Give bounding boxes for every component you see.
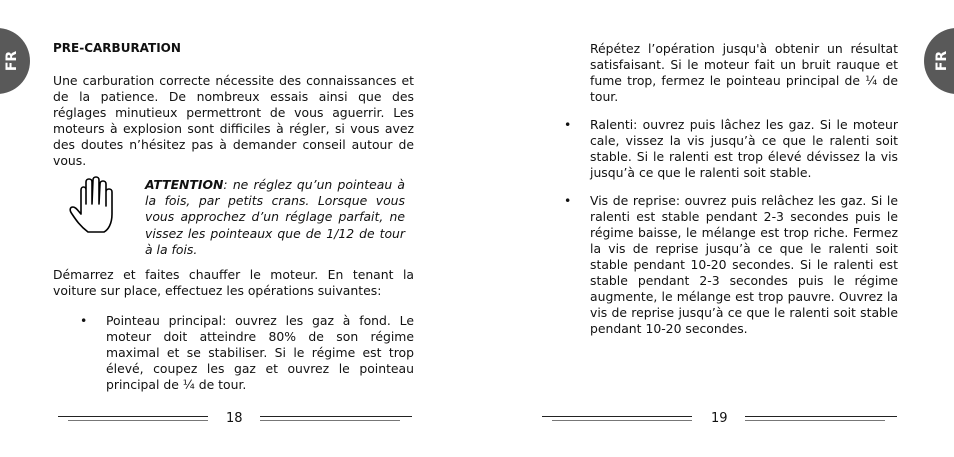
page-number: 18	[226, 411, 243, 426]
language-tab-right	[924, 28, 954, 94]
page-number: 19	[711, 411, 728, 426]
continuation-paragraph: Répétez l’opération jusqu'à obtenir un résultat satisfaisant. Si le moteur fait un bruit rauque et fume trop, fermez le pointeau principal de ¼ de tour.	[590, 41, 898, 104]
language-tab-label: FR	[4, 50, 21, 72]
footer-rule	[260, 416, 412, 417]
bullet-marker: •	[80, 313, 88, 328]
footer-rule	[260, 420, 400, 421]
footer-rule	[552, 420, 692, 421]
warning-note	[145, 177, 405, 258]
footer-rule	[58, 416, 208, 417]
footer-rule	[745, 416, 897, 417]
warning-text: : ne réglez qu’un pointeau à la fois, par petits crans. Lorsque vous vous approchez d’un réglage parfait, ne vissez les pointeaux que de 1/12 de tour à la fois.	[145, 177, 405, 257]
footer-rule	[68, 420, 208, 421]
bullet-main-needle: Pointeau principal: ouvrez les gaz à fond. Le moteur doit atteindre 80% de son régime maximal et se stabiliser. Si le régime est trop élevé, coupez les gaz et ouvrez le pointeau principal de ¼ de tour.	[106, 313, 414, 392]
section-heading: PRE-CARBURATION	[53, 41, 181, 55]
bullet-marker: •	[564, 117, 572, 132]
operations-paragraph: Démarrez et faites chauffer le moteur. En tenant la voiture sur place, effectuez les opérations suivantes:	[53, 267, 414, 298]
intro-paragraph: Une carburation correcte nécessite des connaissances et de la patience. De nombreux essais ainsi que des réglages minutieux permettront de vous aguerrir. Les moteurs à explosion sont difficiles à régler, si vous avez des doutes n’hésitez pas à demander conseil autour de vous.	[53, 73, 414, 168]
footer-rule	[542, 416, 692, 417]
language-tab-left	[0, 28, 30, 94]
bullet-marker: •	[564, 193, 572, 208]
language-tab-label: FR	[933, 50, 950, 72]
bullet-pickup-screw: Vis de reprise: ouvrez puis relâchez les gaz. Si le ralenti est stable pendant 2-3 secondes puis le régime baisse, le mélange est trop riche. Fermez la vis de reprise jusqu’à ce que le ralenti soit stable pendant 10-20 secondes. Si le ralenti est stable pendant 2-3 secondes puis le régime augmente, le mélange est trop pauvre. Ouvrez la vis de reprise jusqu’à ce que le ralenti soit stable pendant 10-20 secondes.	[590, 193, 898, 336]
hand-stop-icon	[66, 176, 126, 236]
bullet-idle: Ralenti: ouvrez puis lâchez les gaz. Si le moteur cale, vissez la vis jusqu’à ce que le ralenti soit stable. Si le ralenti est trop élevé dévissez la vis jusqu’à ce que le ralenti soit stable.	[590, 117, 898, 180]
warning-label: ATTENTION	[145, 177, 224, 192]
footer-rule	[745, 420, 885, 421]
